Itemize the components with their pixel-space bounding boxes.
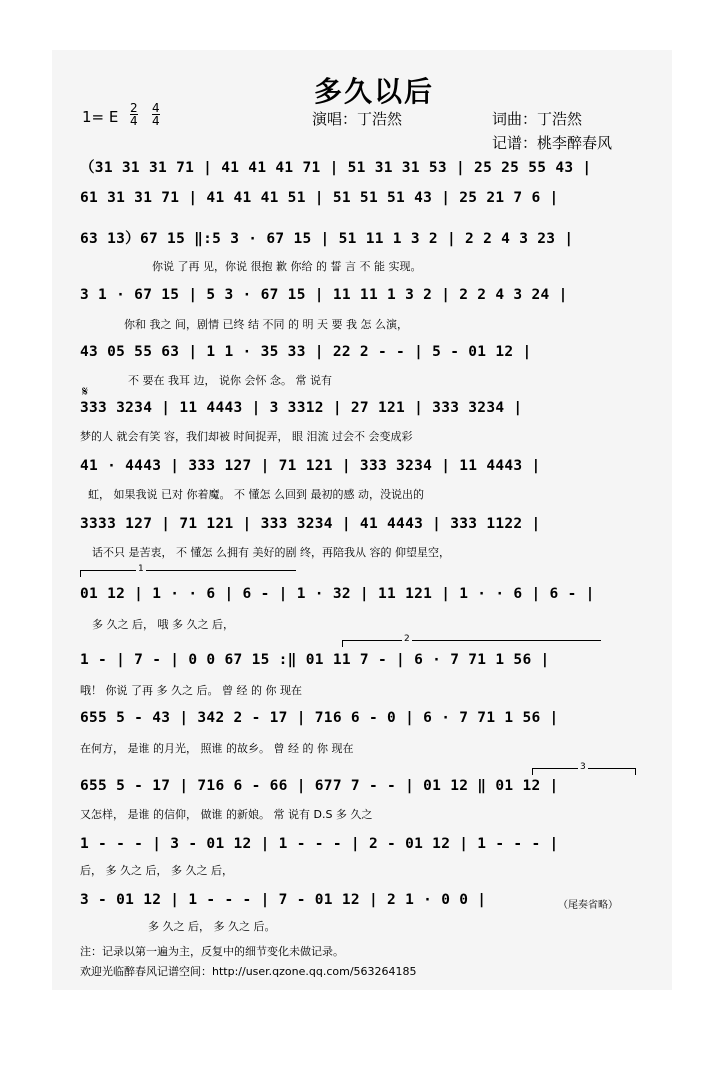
system-5-notes: 43 05 55 63 | 1 1 · 35 33 | 22 2 - - | 5 - 01 12 | xyxy=(80,344,532,360)
system-12-lyrics: 又怎样， 是谁 的信仰， 做谁 的新娘。 常 说有 D.S 多 久之 xyxy=(80,808,373,821)
system-9-lyrics: 多 久之 后， 哦 多 久之 后， xyxy=(92,618,234,631)
system-7-notes: 41 · 4443 | 333 127 | 71 121 | 333 3234 | 11 4443 | xyxy=(80,458,541,474)
system-13-notes: 1 - - - | 3 - 01 12 | 1 - - - | 2 - 01 12 | 1 - - - | xyxy=(80,836,559,852)
time-signature-a: 2 4 xyxy=(130,101,138,128)
footer-link[interactable]: 欢迎光临醉春风记谱空间：http://user.qzone.qq.com/563264185 xyxy=(80,965,417,978)
system-14-lyrics: 多 久之 后， 多 久之 后。 xyxy=(148,920,276,933)
system-6-notes: 333 3234 | 11 4443 | 3 3312 | 27 121 | 333 3234 | xyxy=(80,400,523,416)
system-13-lyrics: 后， 多 久之 后， 多 久之 后， xyxy=(80,864,233,877)
time-signature-b: 4 4 xyxy=(152,101,160,128)
segno-sign: 𝄋 xyxy=(82,384,89,400)
system-7-lyrics: 虹， 如果我说 已对 你着魔。 不 懂怎 么回到 最初的感 动，没说出的 xyxy=(88,488,424,501)
volta-2-bracket xyxy=(342,640,601,647)
system-10-notes: 1 - | 7 - | 0 0 67 15 :‖ 01 11 7 - | 6 · 7 71 1 56 | xyxy=(80,652,550,668)
system-8-notes: 3333 127 | 71 121 | 333 3234 | 41 4443 | 333 1122 | xyxy=(80,516,541,532)
song-title: 多久以后 xyxy=(314,75,435,108)
system-3-lyrics: 你说 了再 见，你说 很抱 歉 你给 的 誓 言 不 能 实现。 xyxy=(152,260,422,273)
key-signature: 1= E xyxy=(82,108,119,126)
composer-credit: 词曲：丁浩然 xyxy=(492,110,583,128)
volta-3-label: 3 xyxy=(580,762,586,772)
system-9-notes: 01 12 | 1 · · 6 | 6 - | 1 · 32 | 11 121 | 1 · · 6 | 6 - | xyxy=(80,586,595,602)
volta-1-bracket xyxy=(80,570,296,577)
singer-credit: 演唱：丁浩然 xyxy=(312,110,403,128)
volta-1-label: 1 xyxy=(138,564,144,574)
system-14-notes: 3 - 01 12 | 1 - - - | 7 - 01 12 | 2 1 · 0 0 | xyxy=(80,892,487,908)
system-12-notes: 655 5 - 17 | 716 6 - 66 | 677 7 - - | 01 12 ‖ 01 12 | xyxy=(80,778,559,794)
system-4-notes: 3 1 · 67 15 | 5 3 · 67 15 | 11 11 1 3 2 | 2 2 4 3 24 | xyxy=(80,287,568,303)
system-1-notes: （31 31 31 71 | 41 41 41 71 | 51 31 31 53 | 25 25 55 43 | xyxy=(80,160,592,176)
system-4-lyrics: 你和 我之 间，剧情 已终 结 不同 的 明 天 要 我 怎 么演， xyxy=(124,318,408,331)
score-sheet xyxy=(52,50,672,990)
volta-2-label: 2 xyxy=(404,634,410,644)
system-6-lyrics: 梦的人 就会有笑 容，我们却被 时间捉弄， 眼 泪流 过会不 会变成彩 xyxy=(80,430,413,443)
system-11-lyrics: 在何方， 是谁 的月光， 照谁 的故乡。 曾 经 的 你 现在 xyxy=(80,742,354,755)
system-10-lyrics: 哦！ 你说 了再 多 久之 后。 曾 经 的 你 现在 xyxy=(80,684,302,697)
system-2-notes: 61 31 31 71 | 41 41 41 51 | 51 51 51 43 | 25 21 7 6 | xyxy=(80,190,559,206)
system-8-lyrics: 话不只 是苦衷， 不 懂怎 么拥有 美好的剧 终，再陪我从 容的 仰望星空， xyxy=(92,546,450,559)
system-11-notes: 655 5 - 43 | 342 2 - 17 | 716 6 - 0 | 6 · 7 71 1 56 | xyxy=(80,710,559,726)
footer-note: 注：记录以第一遍为主，反复中的细节变化未做记录。 xyxy=(80,945,344,958)
system-5-lyrics: 不 要在 我耳 边， 说你 会怀 念。 常 说有 xyxy=(128,374,332,387)
transcriber-credit: 记谱：桃李醉春风 xyxy=(492,134,613,152)
system-3-notes: 63 13）67 15 ‖:5 3 · 67 15 | 51 11 1 3 2 | 2 2 4 3 23 | xyxy=(80,231,574,247)
outro-omitted-note: （尾奏省略） xyxy=(558,900,618,911)
